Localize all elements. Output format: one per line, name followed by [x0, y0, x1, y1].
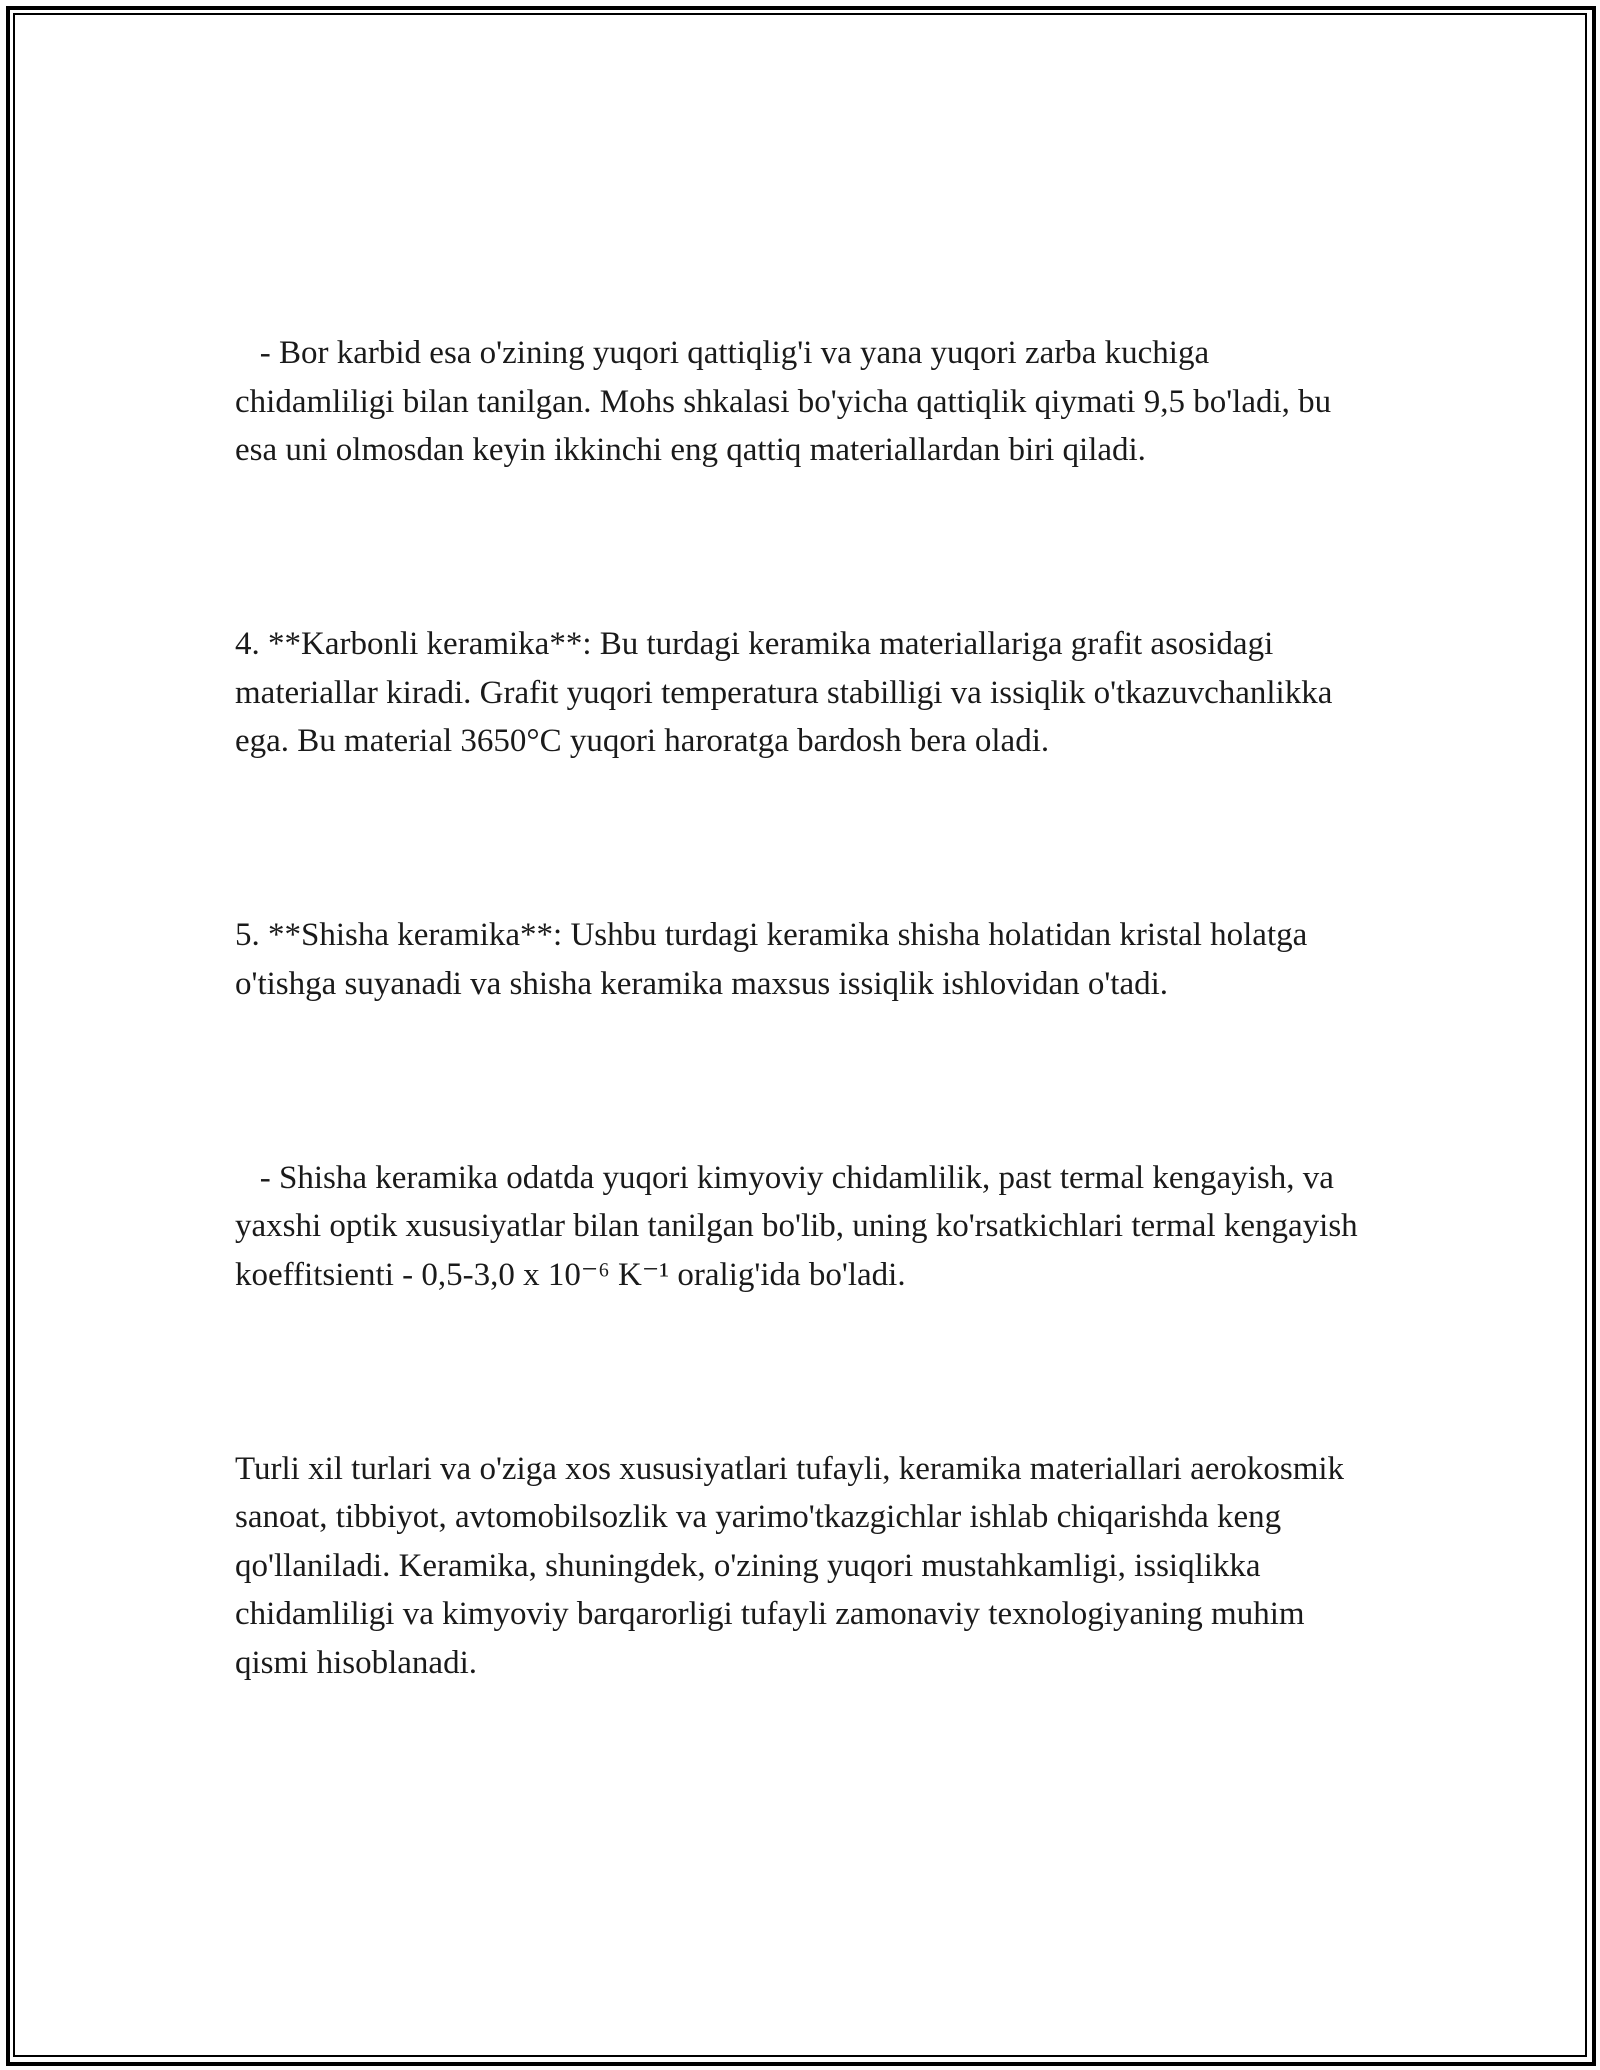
- paragraph-carbon-ceramics: 4. **Karbonli keramika**: Bu turdagi keramika materiallariga grafit asosidagi materiallar kiradi. Grafit yuqori temperatura stabilligi va issiqlik o'tkazuvchanlikka ega. Bu material 3650°C yuqori haroratga bardosh bera oladi.: [235, 626, 1341, 759]
- paragraph-boron-carbide: - Bor karbid esa o'zining yuqori qattiqlig'i va yana yuqori zarba kuchiga chidamliligi bilan tanilgan. Mohs shkalasi bo'yicha qattiqlik qiymati 9,5 bo'ladi, bu esa uni olmosdan keyin ikkinchi eng qattiq materiallardan biri qiladi.: [235, 335, 1340, 468]
- document-body: [235, 232, 1365, 1784]
- paragraph-glass-ceramics: 5. **Shisha keramika**: Ushbu turdagi keramika shisha holatidan kristal holatga o'tishga suyanadi va shisha keramika maxsus issiqlik ishlovidan o'tadi.: [235, 917, 1316, 1002]
- paragraph-conclusion: Turli xil turlari va o'ziga xos xususiyatlari tufayli, keramika materiallari aerokosmik sanoat, tibbiyot, avtomobilsozlik va yarimo'tkazgichlar ishlab chiqarishda keng qo'llaniladi. Keramika, shuningdek, o'zining yuqori mustahkamligi, issiqlikka chidamliligi va kimyoviy barqarorligi tufayli zamonaviy texnologiyaning muhim qismi hisoblanadi.: [235, 1450, 1353, 1681]
- paragraph-glass-ceramics-properties: - Shisha keramika odatda yuqori kimyoviy chidamlilik, past termal kengayish, va yaxshi optik xususiyatlar bilan tanilgan bo'lib, uning ko'rsatkichlari termal kengayish koeffitsienti - 0,5-3,0 x 10⁻⁶ K⁻¹ oralig'ida bo'ladi.: [235, 1159, 1366, 1293]
